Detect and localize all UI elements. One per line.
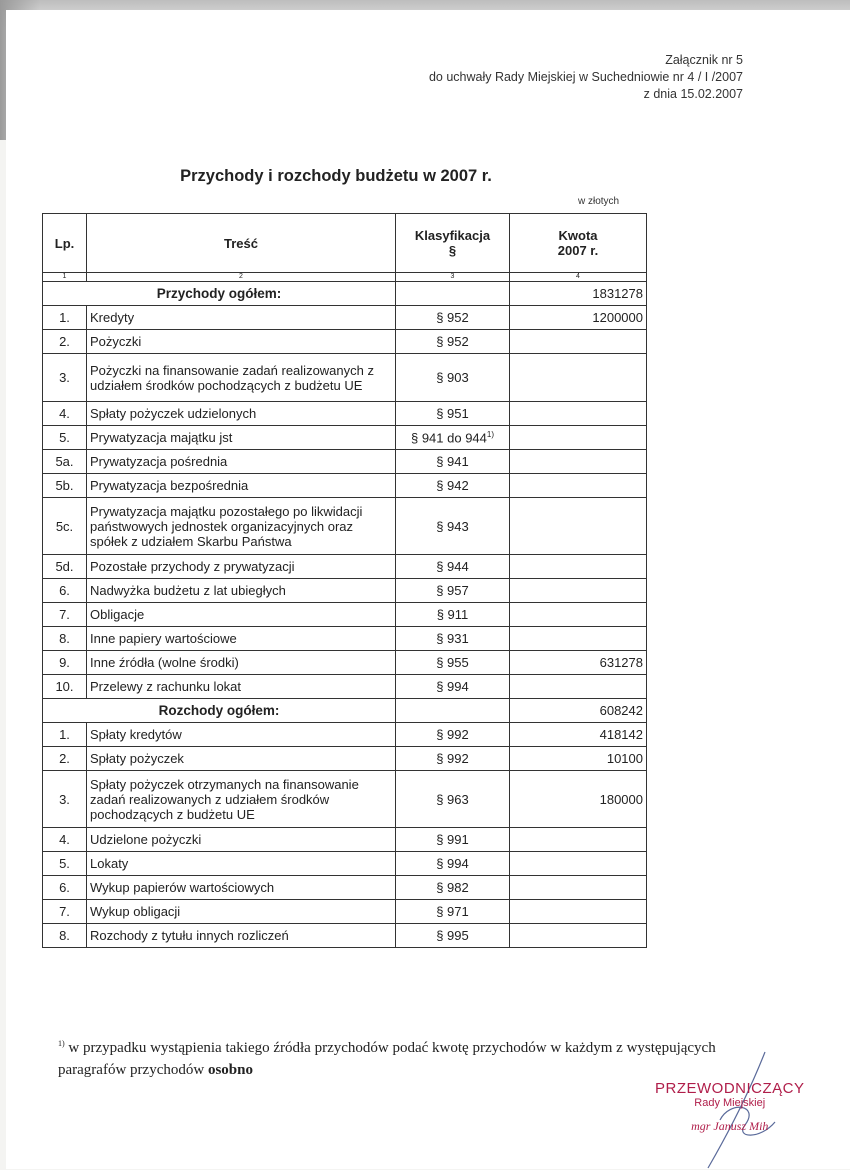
column-number: 3	[396, 273, 510, 282]
cell-kwota	[510, 675, 647, 699]
cell-klasyfikacja-text: § 931	[436, 631, 469, 646]
cell-klasyfikacja	[396, 876, 510, 900]
cell-tresc	[87, 924, 396, 948]
document-header	[429, 52, 743, 103]
header-klasyfikacja-line2: §	[448, 243, 457, 258]
cell-lp-text: 8.	[59, 631, 70, 646]
cell-klasyfikacja	[396, 828, 510, 852]
cell-klasyfikacja	[396, 651, 510, 675]
column-number-row	[43, 273, 647, 282]
cell-kwota	[510, 579, 647, 603]
cell-kwota	[510, 627, 647, 651]
cell-lp	[43, 426, 87, 450]
header-lp: Lp.	[43, 214, 87, 273]
table-row	[43, 924, 647, 948]
cell-lp	[43, 330, 87, 354]
stamp-name: mgr Janusz Mih	[691, 1119, 769, 1133]
cell-klasyfikacja-text: § 941 do 944	[410, 430, 487, 446]
cell-lp	[43, 579, 87, 603]
table-row	[43, 651, 647, 675]
cell-kwota	[510, 474, 647, 498]
document-title: Przychody i rozchody budżetu w 2007 r.	[180, 167, 492, 185]
cell-tresc-text: Pozostałe przychody z prywatyzacji	[90, 559, 295, 574]
cell-klasyfikacja-text: § 957	[436, 583, 469, 598]
cell-kwota	[510, 651, 647, 675]
table-row	[43, 627, 647, 651]
cell-tresc-text: Pożyczki na finansowanie zadań realizowanych z udziałem środków pochodzących z budżetu UE	[90, 362, 374, 393]
cell-tresc-text: Prywatyzacja pośrednia	[90, 454, 228, 469]
cell-tresc	[87, 828, 396, 852]
table-row	[43, 498, 647, 555]
table-row	[43, 900, 647, 924]
cell-klasyfikacja	[396, 474, 510, 498]
cell-tresc-text: Przelewy z rachunku lokat	[90, 679, 242, 694]
cell-tresc-text: Spłaty pożyczek	[90, 751, 184, 766]
footnote	[58, 1033, 718, 1081]
cell-tresc	[87, 723, 396, 747]
table-row	[43, 426, 647, 450]
cell-lp-text: 5.	[59, 856, 70, 871]
cell-tresc	[87, 900, 396, 924]
cell-kwota-text: 418142	[599, 727, 643, 742]
cell-tresc-text: Spłaty pożyczek udzielonych	[90, 406, 257, 421]
cell-kwota	[510, 330, 647, 354]
cell-tresc-text: Prywatyzacja majątku jst	[90, 430, 233, 445]
cell-klasyfikacja-text: § 963	[436, 791, 469, 807]
cell-lp-text: 5b.	[55, 478, 74, 493]
cell-klasyfikacja	[396, 354, 510, 402]
cell-tresc	[87, 330, 396, 354]
income-total-row	[43, 282, 647, 306]
cell-tresc	[87, 450, 396, 474]
cell-kwota	[510, 924, 647, 948]
cell-tresc-text: Prywatyzacja bezpośrednia	[90, 478, 249, 493]
footnote-text: w przypadku wystąpienia takiego źródła przychodów podać kwotę przychodów w każdym z występujących paragrafów przychodów	[58, 1040, 716, 1078]
cell-kwota	[510, 747, 647, 771]
cell-kwota	[510, 771, 647, 828]
expense-total-value: 608242	[510, 699, 647, 723]
table-row	[43, 603, 647, 627]
cell-klasyfikacja-text: § 955	[436, 655, 469, 670]
table-row	[43, 306, 647, 330]
cell-kwota-text: 10100	[606, 751, 643, 766]
table-header-row	[43, 214, 647, 273]
expense-total-row	[43, 699, 647, 723]
cell-klasyfikacja	[396, 771, 510, 828]
cell-kwota	[510, 498, 647, 555]
header-klasyfikacja	[396, 214, 510, 273]
cell-tresc	[87, 402, 396, 426]
cell-lp-text: 3.	[59, 370, 70, 385]
cell-klasyfikacja	[396, 852, 510, 876]
table-row	[43, 723, 647, 747]
cell-klasyfikacja	[396, 723, 510, 747]
header-tresc: Treść	[87, 214, 396, 273]
cell-tresc	[87, 474, 396, 498]
cell-lp-text: 5d.	[55, 559, 74, 574]
table-row	[43, 450, 647, 474]
cell-klasyfikacja	[396, 330, 510, 354]
cell-lp	[43, 876, 87, 900]
cell-klasyfikacja-text: § 941	[436, 454, 469, 469]
cell-lp	[43, 555, 87, 579]
cell-klasyfikacja	[396, 900, 510, 924]
cell-kwota	[510, 306, 647, 330]
table-row	[43, 876, 647, 900]
budget-table	[42, 213, 647, 948]
cell-tresc-text: Pożyczki	[90, 334, 142, 349]
cell-klasyfikacja-text: § 982	[436, 880, 469, 895]
cell-klasyfikacja	[396, 498, 510, 555]
chairman-stamp	[655, 1080, 805, 1134]
cell-klasyfikacja	[396, 402, 510, 426]
cell-lp-text: 5a.	[55, 454, 74, 469]
cell-kwota-text: 1200000	[592, 310, 643, 325]
table-row	[43, 828, 647, 852]
cell-kwota-text: 180000	[599, 791, 643, 807]
cell-kwota	[510, 555, 647, 579]
cell-kwota	[510, 900, 647, 924]
cell-lp	[43, 723, 87, 747]
cell-lp	[43, 402, 87, 426]
cell-klasyfikacja	[396, 306, 510, 330]
cell-tresc	[87, 579, 396, 603]
column-number: 1	[43, 273, 87, 282]
cell-klasyfikacja	[396, 924, 510, 948]
cell-klasyfikacja	[396, 426, 510, 450]
column-number: 2	[87, 273, 396, 282]
cell-lp-text: 3.	[59, 791, 70, 807]
cell-lp	[43, 450, 87, 474]
cell-lp-text: 2.	[59, 334, 70, 349]
cell-tresc	[87, 876, 396, 900]
cell-klasyfikacja	[396, 450, 510, 474]
resolution-reference: do uchwały Rady Miejskiej w Suchedniowie nr 4 / I /2007	[428, 70, 743, 84]
cell-lp-text: 4.	[59, 406, 70, 421]
footnote-emphasis: osobno	[207, 1062, 253, 1078]
cell-klasyfikacja-text: § 952	[436, 310, 469, 325]
cell-tresc-text: Inne papiery wartościowe	[90, 631, 237, 646]
cell-klasyfikacja-text: § 992	[436, 727, 469, 742]
cell-tresc-text: Rozchody z tytułu innych rozliczeń	[90, 928, 289, 943]
cell-tresc-text: Spłaty pożyczek otrzymanych na finansowanie zadań realizowanych z udziałem środków pochodzących z budżetu UE	[90, 776, 359, 822]
table-row	[43, 330, 647, 354]
cell-tresc	[87, 675, 396, 699]
cell-kwota	[510, 603, 647, 627]
cell-tresc-text: Inne źródła (wolne środki)	[90, 655, 239, 670]
cell-tresc	[87, 426, 396, 450]
cell-klasyfikacja-text: § 944	[436, 559, 469, 574]
cell-lp	[43, 354, 87, 402]
cell-tresc	[87, 747, 396, 771]
cell-tresc	[87, 555, 396, 579]
cell-lp	[43, 900, 87, 924]
cell-lp	[43, 771, 87, 828]
cell-tresc-text: Spłaty kredytów	[90, 727, 182, 742]
cell-kwota	[510, 828, 647, 852]
cell-lp-text: 6.	[59, 583, 70, 598]
cell-lp-text: 6.	[59, 880, 70, 895]
cell-lp	[43, 924, 87, 948]
column-number: 4	[510, 273, 647, 282]
header-klasyfikacja-line1: Klasyfikacja	[414, 228, 491, 243]
cell-lp-text: 9.	[59, 655, 70, 670]
cell-klasyfikacja	[396, 579, 510, 603]
cell-tresc-text: Wykup papierów wartościowych	[90, 880, 275, 895]
cell-klasyfikacja-text: § 992	[436, 751, 469, 766]
table-row	[43, 354, 647, 402]
cell-tresc	[87, 852, 396, 876]
cell-lp-text: 1.	[59, 310, 70, 325]
cell-tresc-text: Wykup obligacji	[90, 904, 181, 919]
header-kwota-line1: Kwota	[558, 228, 598, 243]
cell-lp	[43, 627, 87, 651]
cell-klasyfikacja-text: § 991	[436, 832, 469, 847]
cell-klasyfikacja-text: § 903	[436, 370, 469, 385]
cell-lp	[43, 498, 87, 555]
cell-kwota	[510, 450, 647, 474]
table-row	[43, 555, 647, 579]
cell-tresc-text: Udzielone pożyczki	[90, 832, 202, 847]
table-row	[43, 675, 647, 699]
income-total-label: Przychody ogółem:	[43, 282, 396, 306]
table-row	[43, 579, 647, 603]
cell-klasyfikacja-text: § 971	[436, 904, 469, 919]
income-total-value: 1831278	[510, 282, 647, 306]
attachment-number: Załącznik nr 5	[665, 53, 743, 67]
stamp-title: PRZEWODNICZĄCY	[655, 1080, 805, 1097]
cell-klasyfikacja-text: § 994	[436, 856, 469, 871]
cell-lp-text: 10.	[55, 679, 74, 694]
footnote-reference: 1)	[486, 429, 495, 439]
cell-tresc	[87, 498, 396, 555]
table-row	[43, 474, 647, 498]
cell-lp	[43, 306, 87, 330]
cell-lp-text: 5c.	[55, 518, 74, 534]
cell-lp-text: 7.	[59, 607, 70, 622]
cell-tresc-text: Obligacje	[90, 607, 145, 622]
cell-kwota	[510, 426, 647, 450]
cell-klasyfikacja-text: § 911	[436, 607, 469, 622]
cell-lp	[43, 474, 87, 498]
cell-tresc	[87, 306, 396, 330]
expense-total-label: Rozchody ogółem:	[43, 699, 396, 723]
footnote-marker: 1)	[58, 1039, 65, 1048]
unit-label: w złotych	[578, 196, 620, 207]
cell-klasyfikacja-text: § 994	[436, 679, 469, 694]
cell-lp-text: 8.	[59, 928, 70, 943]
cell-kwota	[510, 402, 647, 426]
table-row	[43, 747, 647, 771]
cell-lp	[43, 675, 87, 699]
cell-lp	[43, 747, 87, 771]
cell-klasyfikacja-text: § 942	[436, 478, 469, 493]
cell-tresc-text: Prywatyzacja majątku pozostałego po likwidacji państwowych jednostek organizacyjnych oraz spółek z udziałem Skarbu Państwa	[90, 503, 363, 549]
cell-tresc	[87, 603, 396, 627]
cell-klasyfikacja-text: § 995	[436, 928, 469, 943]
cell-tresc	[87, 627, 396, 651]
header-kwota-line2: 2007 r.	[557, 243, 599, 258]
cell-lp	[43, 852, 87, 876]
cell-kwota	[510, 354, 647, 402]
cell-klasyfikacja-text: § 951	[436, 406, 469, 421]
cell-lp	[43, 603, 87, 627]
cell-klasyfikacja	[396, 555, 510, 579]
cell-lp	[43, 828, 87, 852]
cell-klasyfikacja	[396, 603, 510, 627]
table-row	[43, 852, 647, 876]
table-row	[43, 771, 647, 828]
expense-total-klasyfikacja	[396, 699, 510, 723]
cell-klasyfikacja	[396, 747, 510, 771]
cell-lp-text: 2.	[59, 751, 70, 766]
cell-klasyfikacja	[396, 675, 510, 699]
income-total-klasyfikacja	[396, 282, 510, 306]
header-kwota	[510, 214, 647, 273]
cell-tresc	[87, 771, 396, 828]
cell-lp-text: 5.	[59, 430, 70, 445]
cell-klasyfikacja-text: § 952	[436, 334, 469, 349]
cell-lp-text: 4.	[59, 832, 70, 847]
cell-kwota	[510, 723, 647, 747]
cell-tresc	[87, 651, 396, 675]
cell-lp-text: 7.	[59, 904, 70, 919]
cell-tresc-text: Kredyty	[90, 310, 135, 325]
table-row	[43, 402, 647, 426]
cell-tresc-text: Nadwyżka budżetu z lat ubiegłych	[90, 583, 286, 598]
cell-klasyfikacja-text: § 943	[436, 518, 469, 534]
cell-tresc-text: Lokaty	[90, 856, 129, 871]
cell-kwota-text: 631278	[599, 655, 643, 670]
cell-tresc	[87, 354, 396, 402]
cell-klasyfikacja	[396, 627, 510, 651]
stamp-council: Rady Miejskiej	[694, 1097, 766, 1109]
cell-lp	[43, 651, 87, 675]
cell-kwota	[510, 852, 647, 876]
cell-kwota	[510, 876, 647, 900]
resolution-date: z dnia 15.02.2007	[643, 87, 743, 101]
cell-lp-text: 1.	[59, 727, 70, 742]
